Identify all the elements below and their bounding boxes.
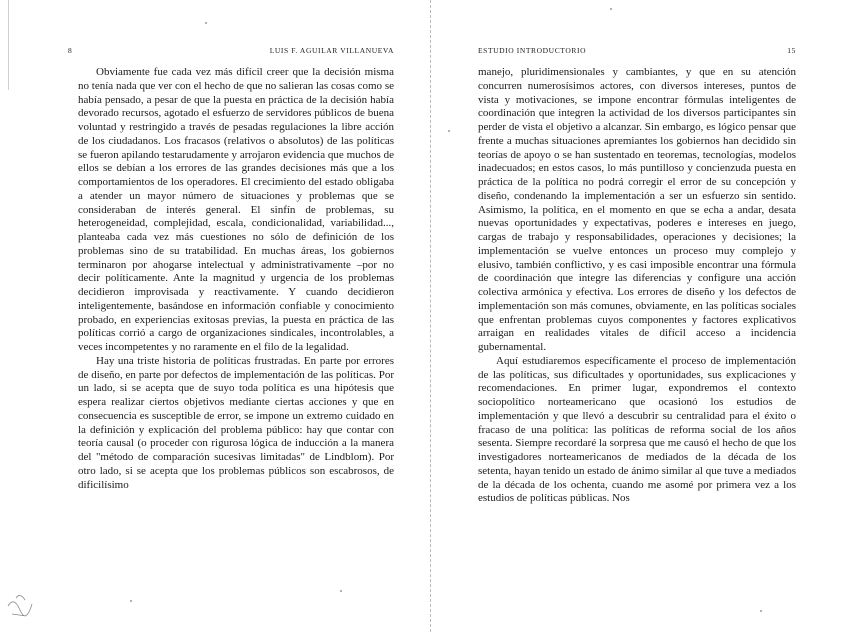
left-page-body xyxy=(78,66,394,492)
left-page-number: 8 xyxy=(68,46,73,55)
paragraph: Hay una triste historia de políticas frustradas. En parte por errores de diseño, en parte por defectos de implementación de las políticas. Por un lado, si se acepta que de suyo toda política es una hipótesis que espera realizar ciertos objetivos mediante ciertas acciones y que en consecuencia es susceptible de error, se impone un extremo cuidado en la definición y explicación del problema público: hay que contar con teoría causal (o proceder con rigurosa lógica de inducción a la manera del "método de comparación sucesivas limitadas" de Lindblom). Por otro lado, si se acepta que los problemas públicos son escabrosos, de dificilísimo xyxy=(78,354,394,491)
book-gutter xyxy=(430,0,432,632)
right-running-head: ESTUDIO INTRODUCTORIO xyxy=(478,46,587,55)
scan-speck xyxy=(205,22,207,24)
scan-edge-line xyxy=(8,0,9,90)
paragraph: manejo, pluridimensionales y cambiantes, y que en su atención concurren numerosísimos actores, con diversos intereses, puntos de vista y motivaciones, se impone encontrar fórmulas inteligentes de coordinación que integren la actividad de los diversos participantes sin perder de vista el objetivo a alcanzar. Sin embargo, es lógico pensar que frente a muchas situaciones apremiantes los gobiernos han decidido sin teorías de apoyo o se han sustentado en teoremas, tecnologías, modelos inadecuados; en estos casos, lo más puntilloso y concienzuda puesta en práctica de la política no podrá corregir el error de su concepción y diseño, condenando la implementación a ser un esfuerzo sin sentido. Asimismo, la política, en el momento en que se echa a andar, desata nuevas oportunidades y expectativas, poderes e intereses en juego, cargas de trabajo y responsabilidades, operaciones y decisiones; la implementación se vuelve entonces un proceso muy complejo y elusivo, también conflictivo, y es casi imposible encontrar una fórmula de coordinación que integre las diferencias y configure una acción colectiva armónica y efectiva. Los errores de diseño y los defectos de implementación son más comunes, obviamente, en las políticas sociales que enfrentan problemas cuyos componentes y factores explicativos arraigan en realidades vitales de difícil acceso a incidencia gubernamental. xyxy=(478,66,796,353)
right-page-number: 15 xyxy=(787,46,796,55)
scan-speck xyxy=(448,130,450,132)
left-running-head: LUIS F. AGUILAR VILLANUEVA xyxy=(269,46,394,55)
right-page-body xyxy=(478,66,796,506)
left-page-header xyxy=(68,46,394,60)
paragraph: Aquí estudiaremos específicamente el proceso de implementación de las políticas, sus dificultades y oportunidades, sus explicaciones y recomendaciones. En primer lugar, expondremos el contexto sociopolítico norteamericano que ocasionó los estudios de implementación y que llevó a descubrir su centralidad para el éxito o fracaso de una política: las políticas de reforma social de los años sesenta. Siempre recordaré la sorpresa que me causó el hecho de que los investigadores norteamericanos de mediados de la década de los setenta, hayan tenido un estado de ánimo similar al que tuve a mediados de la década de los ochenta, cuando me asomé por primera vez a los estudios de políticas públicas. Nos xyxy=(478,354,796,505)
scan-speck xyxy=(760,610,762,612)
scan-speck xyxy=(340,590,342,592)
left-page xyxy=(68,46,394,492)
right-page xyxy=(478,46,796,506)
scan-smudge xyxy=(4,576,44,620)
right-page-header xyxy=(478,46,796,60)
scan-speck xyxy=(610,8,612,10)
paragraph: Obviamente fue cada vez más difícil creer que la decisión misma no tenía nada que ver con el hecho de que no salieran las cosas como se había pensado, a pesar de que la puesta en práctica de la decisión había devorado recursos, agotado el esfuerzo de servidores públicos de buena voluntad y restringido a través de pesadas regulaciones la libre acción de los ciudadanos. Los fracasos (relativos o absolutos) de las políticas se fueron apilando testarudamente y arrojaron evidencia que muchos de ellos se debían a los errores de las grandes decisiones más que a los comportamientos de los operadores. El crecimiento del estado obligaba a atender un mayor número de situaciones y problemas que se consideraban de interés general. El sinfín de problemas, su heterogeneidad, complejidad, escala, condicionalidad, variabilidad..., planteaba cada vez más cuestiones no sólo de definición de los problemas sino de su tratabilidad. En muchas áreas, los gobiernos terminaron por ahogarse intelectual y administrativamente –por no decir políticamente. Ante la magnitud y urgencia de los problemas decidieron improvisada y reactivamente. Y cuando decidieron inteligentemente, basándose en información confiable y conocimiento probado, en experiencias exitosas previas, la puesta en práctica de las políticas corrió a cargo de organizaciones sindicales, incontrolables, a veces incompetentes y no raramente en el filo de la legalidad. xyxy=(78,66,394,353)
scan-speck xyxy=(130,600,132,602)
